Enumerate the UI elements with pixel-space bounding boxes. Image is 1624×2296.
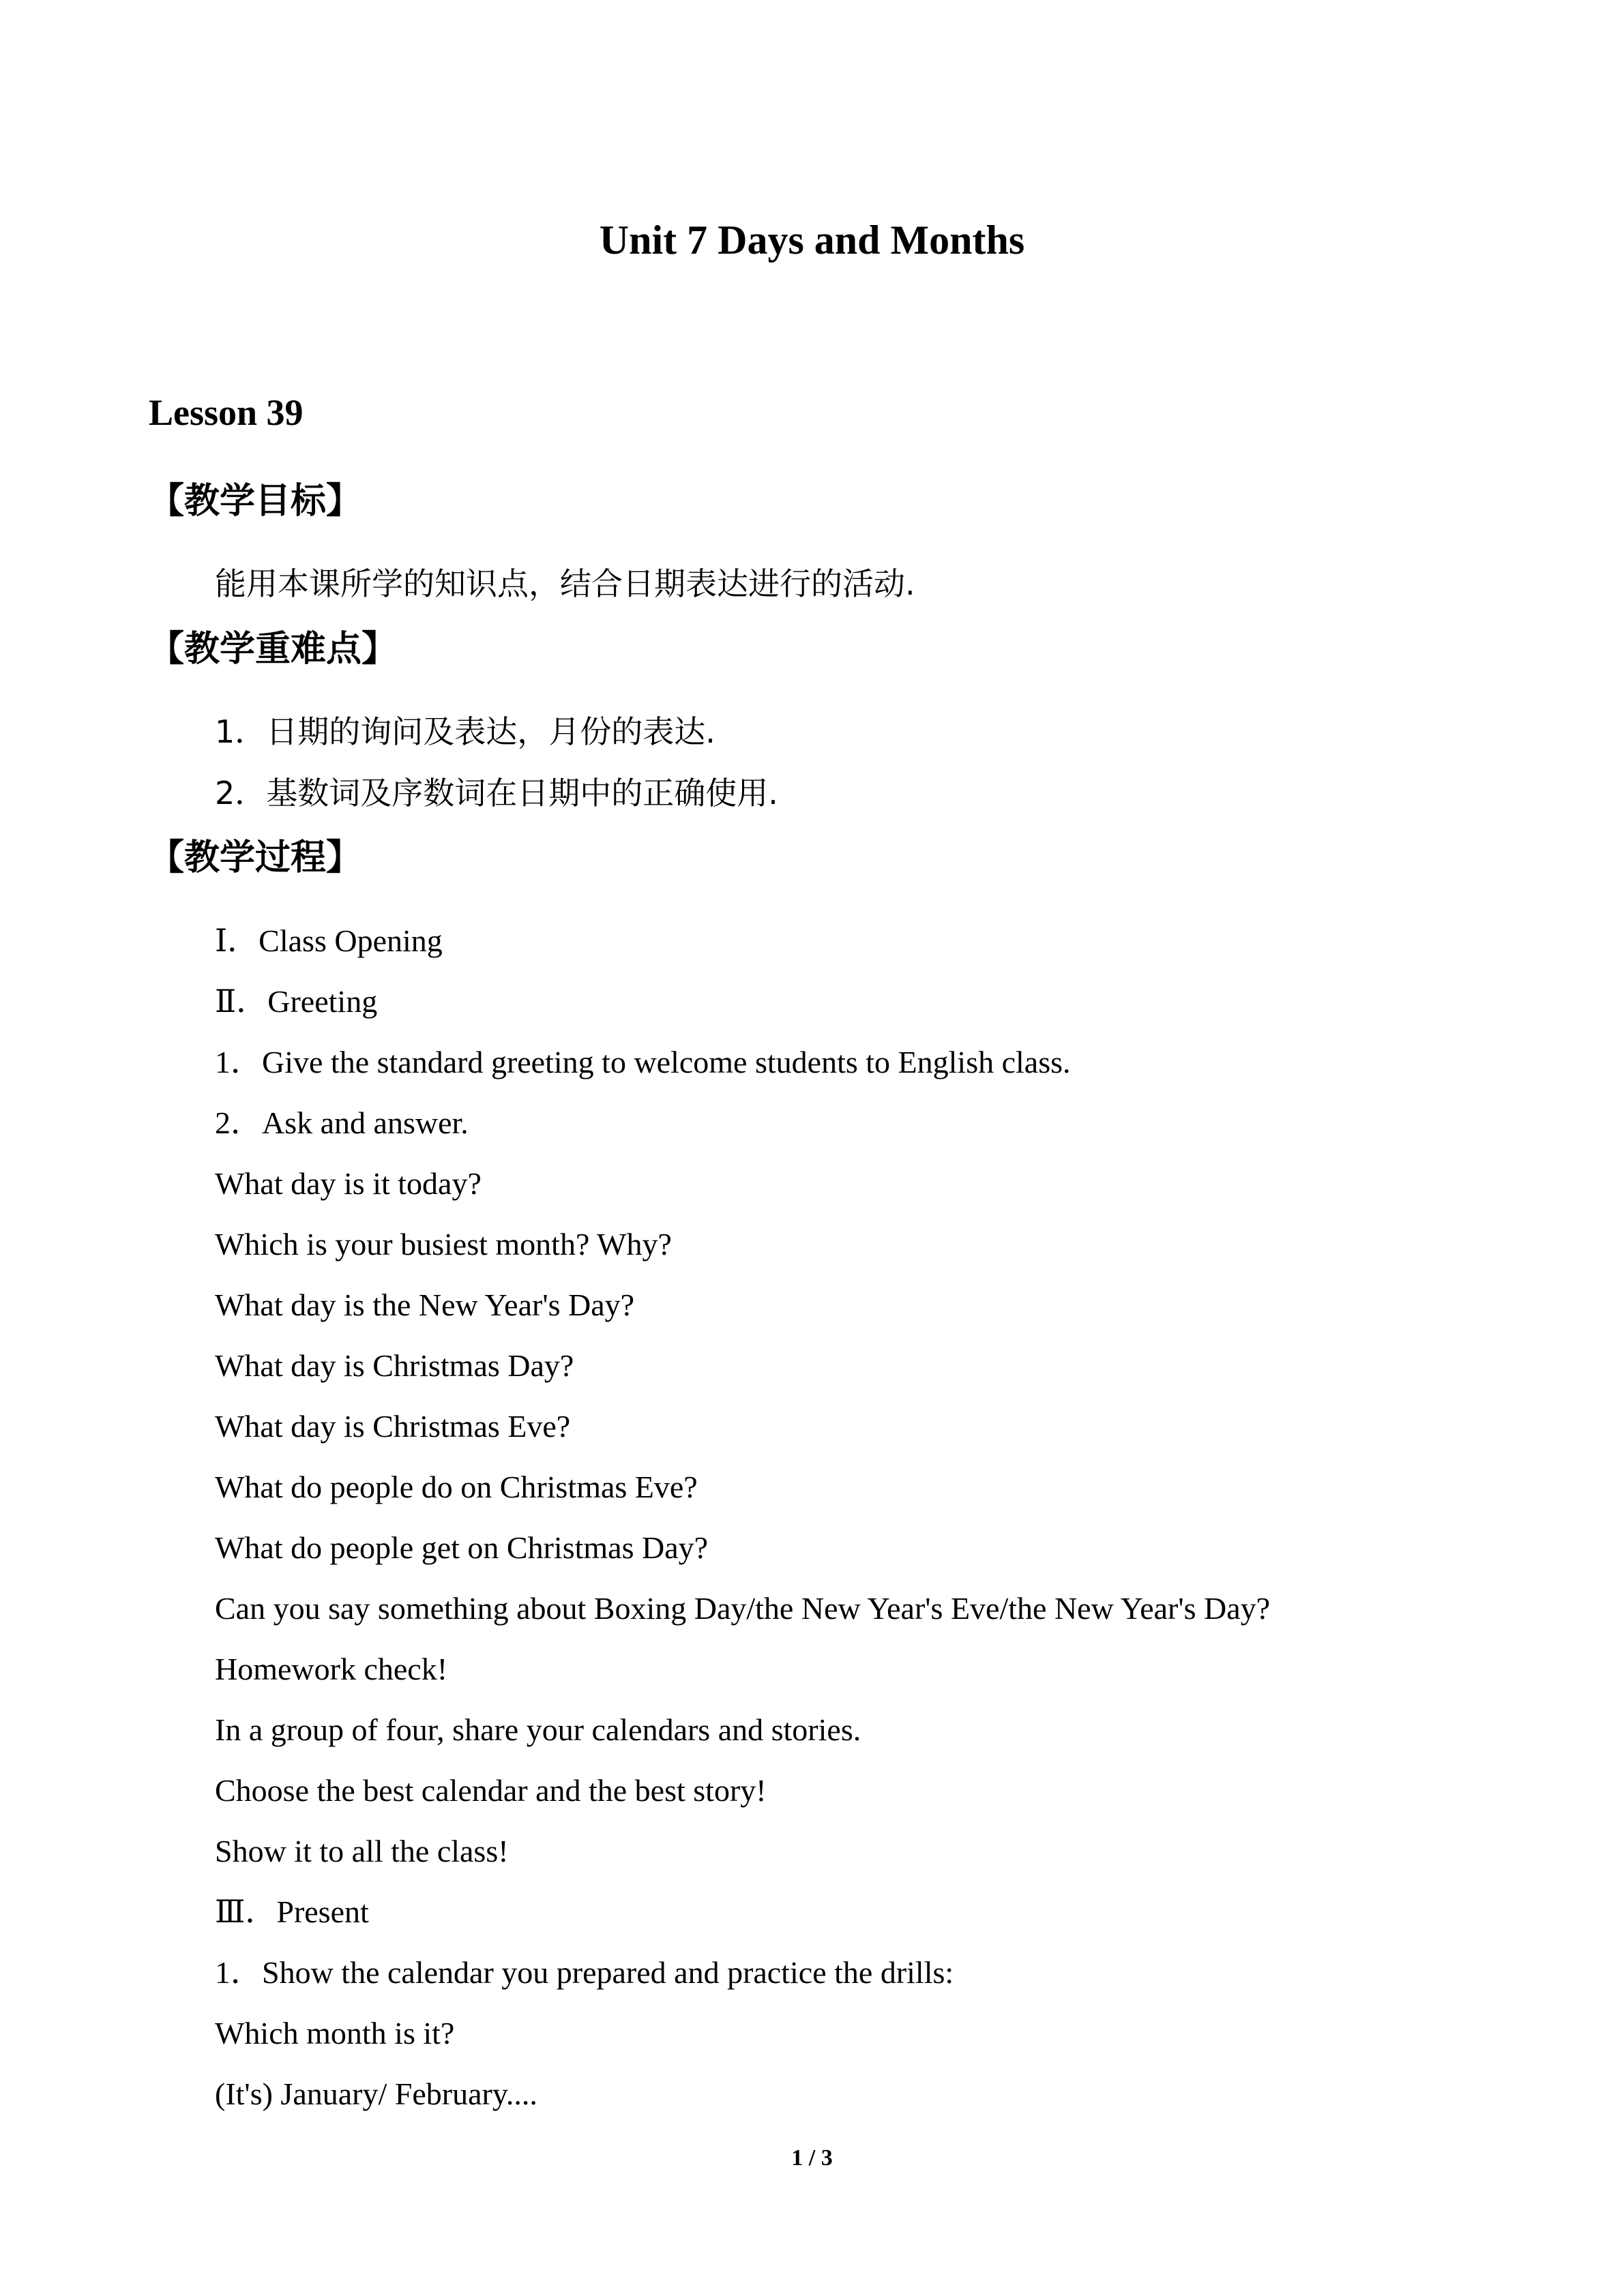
- process-line: What do people do on Christmas Eve?: [215, 1470, 698, 1504]
- process-line: Homework check!: [215, 1652, 448, 1686]
- process-line: 1．Give the standard greeting to welcome students to English class.: [215, 1045, 1071, 1079]
- process-line: In a group of four, share your calendars and stories.: [215, 1712, 861, 1747]
- process-line: Show it to all the class!: [215, 1834, 509, 1868]
- section-heading-objectives: 【教学目标】: [149, 481, 362, 522]
- process-line: Ⅲ．Present: [215, 1894, 369, 1929]
- section-heading-process: 【教学过程】: [149, 837, 362, 878]
- lesson-heading: Lesson 39: [149, 392, 304, 433]
- process-line: (It's) January/ February....: [215, 2076, 537, 2111]
- process-line: Choose the best calendar and the best story!: [215, 1773, 767, 1808]
- process-line: What day is Christmas Eve?: [215, 1409, 571, 1444]
- process-line: What day is it today?: [215, 1166, 482, 1201]
- section-heading-difficulties: 【教学重难点】: [149, 629, 398, 670]
- process-line: What do people get on Christmas Day?: [215, 1530, 709, 1565]
- process-line: Which month is it?: [215, 2016, 455, 2051]
- process-line: Which is your busiest month? Why?: [215, 1227, 672, 1262]
- process-line: 1．Show the calendar you prepared and practice the drills:: [215, 1955, 954, 1990]
- process-line: What day is the New Year's Day?: [215, 1287, 635, 1322]
- process-line: Ⅱ．Greeting: [215, 984, 378, 1019]
- difficulty-item-1: 1．日期的询问及表达，月份的表达.: [215, 713, 715, 750]
- process-line: Can you say something about Boxing Day/the New Year's Eve/the New Year's Day?: [215, 1591, 1271, 1626]
- process-line: Ⅰ．Class Opening: [215, 923, 443, 958]
- objective-text: 能用本课所学的知识点，结合日期表达进行的活动.: [215, 565, 915, 602]
- difficulty-item-2: 2．基数词及序数词在日期中的正确使用.: [215, 775, 778, 811]
- process-line: 2．Ask and answer.: [215, 1105, 469, 1140]
- process-line: What day is Christmas Day?: [215, 1348, 574, 1383]
- page-number: 1 / 3: [791, 2145, 833, 2171]
- document-title: Unit 7 Days and Months: [599, 218, 1025, 263]
